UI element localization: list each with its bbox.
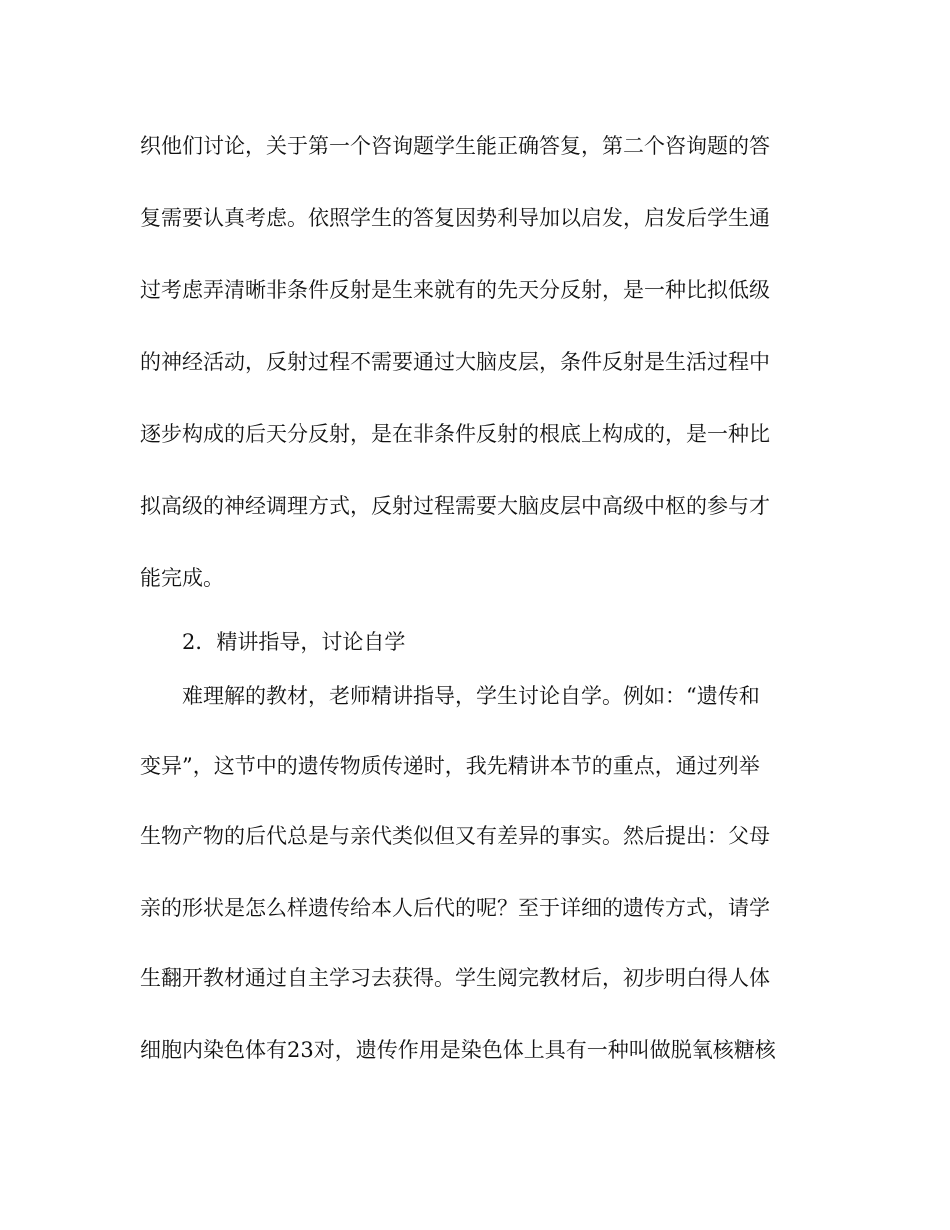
text-line: 过考虑弄清晰非条件反射是生来就有的先天分反射，是一种比拟低级	[140, 278, 770, 302]
text-line: 难理解的教材，老师精讲指导，学生讨论自学。例如：“遗传和	[182, 684, 760, 708]
text-line: 织他们讨论，关于第一个咨询题学生能正确答复，第二个咨询题的答	[140, 134, 770, 158]
text-line: 复需要认真考虑。依照学生的答复因势利导加以启发，启发后学生通	[140, 206, 770, 230]
text-line: 拟高级的神经调理方式，反射过程需要大脑皮层中高级中枢的参与才	[140, 494, 770, 518]
text-line: 亲的形状是怎么样遗传给本人后代的呢？至于详细的遗传方式，请学	[140, 896, 770, 920]
text-line: 细胞内染色体有23对，遗传作用是染色体上具有一种叫做脱氧核糖核	[140, 1038, 776, 1062]
text-line: 生翻开教材通过自主学习去获得。学生阅完教材后，初步明白得人体	[140, 966, 770, 990]
text-line: 变异”，这节中的遗传物质传递时，我先精讲本节的重点，通过列举	[140, 754, 760, 778]
text-line: 逐步构成的后天分反射，是在非条件反射的根底上构成的，是一种比	[140, 422, 770, 446]
text-line: 生物产物的后代总是与亲代类似但又有差异的事实。然后提出：父母	[140, 824, 770, 848]
text-line: 能完成。	[140, 566, 224, 590]
text-line: 的神经活动，反射过程不需要通过大脑皮层，条件反射是生活过程中	[140, 350, 770, 374]
section-heading: 2．精讲指导，讨论自学	[182, 630, 406, 654]
